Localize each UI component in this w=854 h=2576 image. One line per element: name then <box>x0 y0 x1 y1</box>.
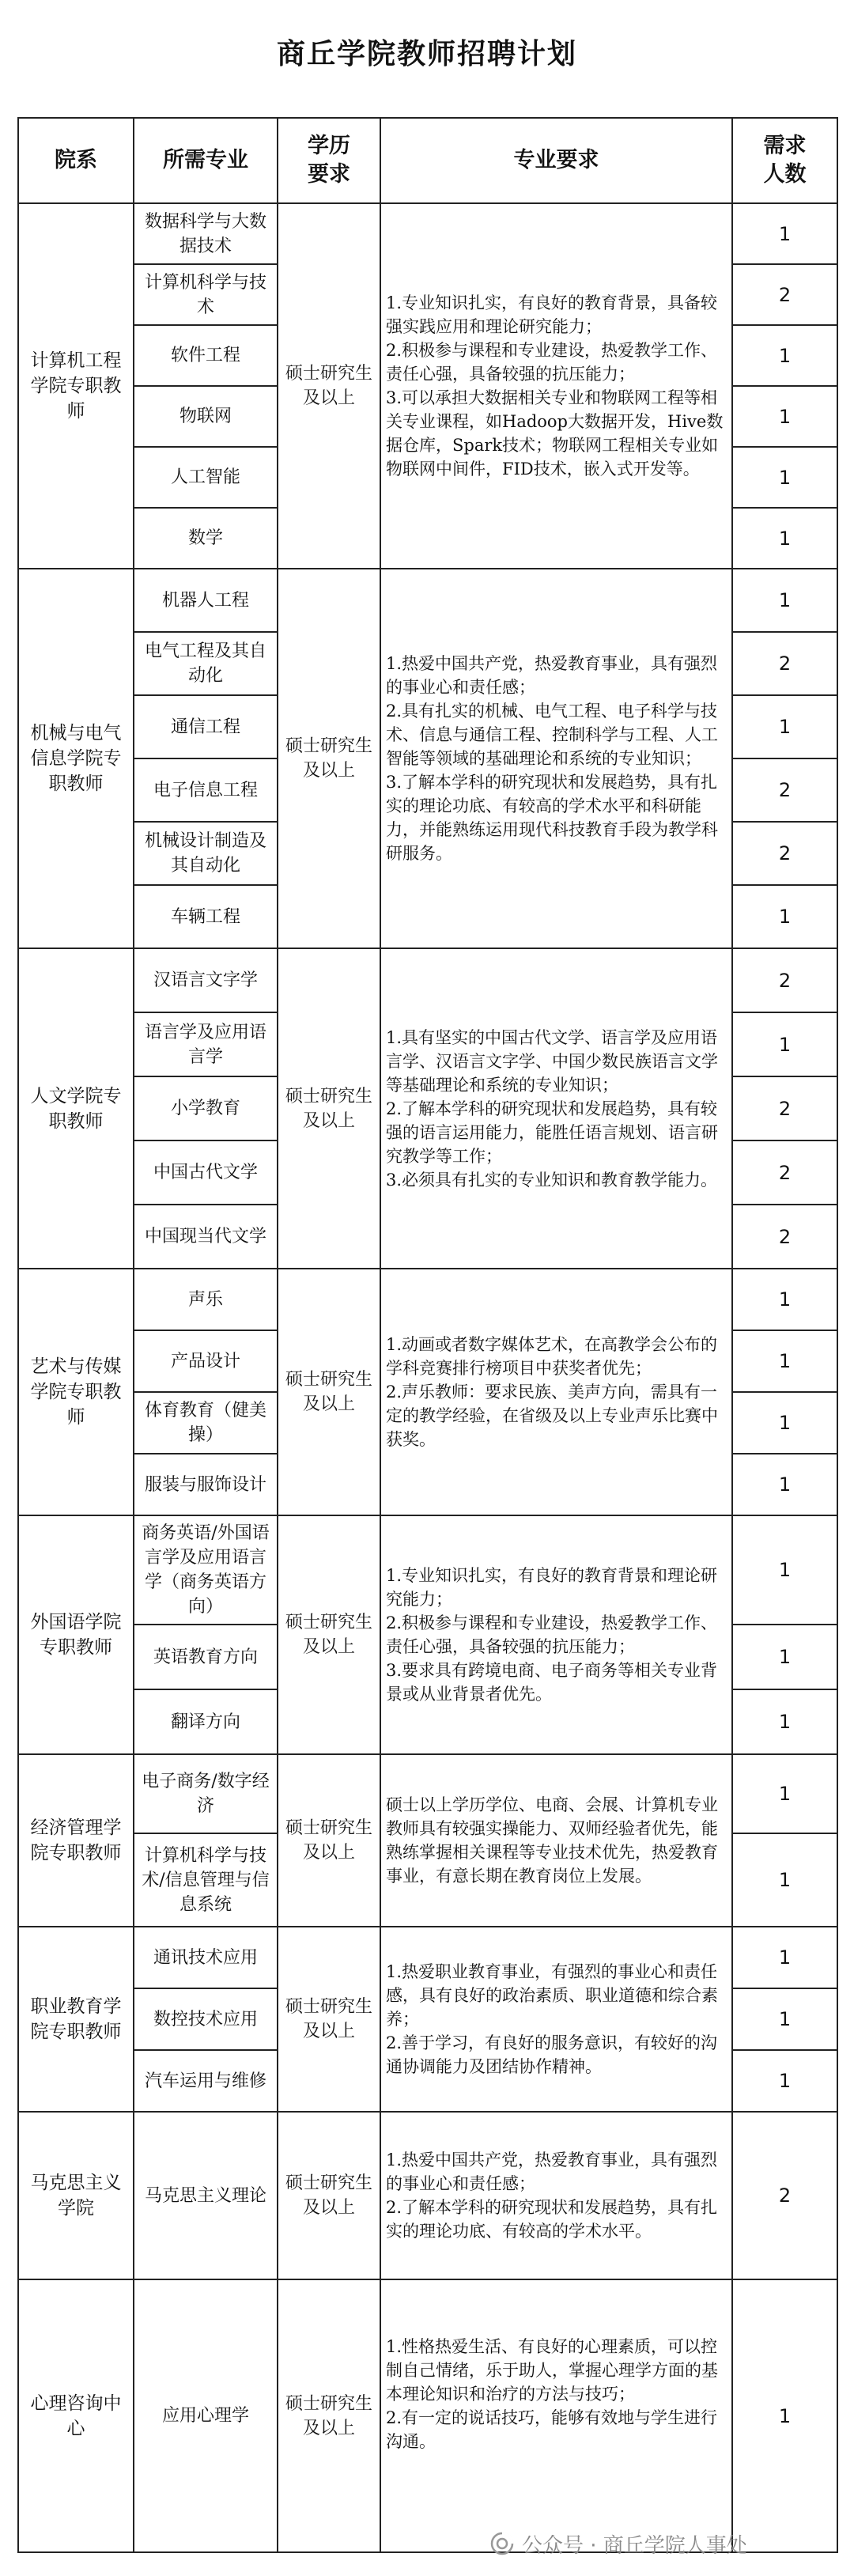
count-cell: 2 <box>732 822 837 885</box>
req-cell: 1.热爱职业教育事业，有强烈的事业心和责任感，具有良好的政治素质、职业道德和综合素养； 2.善于学习，有良好的服务意识，有较好的沟通协调能力及团结协作精神。 <box>380 1927 732 2112</box>
count-cell: 1 <box>732 203 837 264</box>
major-cell: 机器人工程 <box>134 569 278 632</box>
major-cell: 通信工程 <box>134 695 278 758</box>
major-cell: 数控技术应用 <box>134 1988 278 2050</box>
major-cell: 车辆工程 <box>134 885 278 948</box>
major-cell: 马克思主义理论 <box>134 2112 278 2279</box>
major-cell: 电子商务/数字经济 <box>134 1754 278 1833</box>
major-cell: 电气工程及其自动化 <box>134 632 278 695</box>
count-cell: 2 <box>732 948 837 1012</box>
major-cell: 中国现当代文学 <box>134 1205 278 1269</box>
dept-cell: 经济管理学院专职教师 <box>18 1754 134 1927</box>
count-cell: 1 <box>732 885 837 948</box>
table-row <box>18 1754 837 1833</box>
major-cell: 语言学及应用语言学 <box>134 1012 278 1076</box>
header-edu: 学历 要求 <box>278 118 380 203</box>
header-req: 专业要求 <box>380 118 732 203</box>
req-cell: 1.性格热爱生活、有良好的心理素质，可以控制自己情绪，乐于助人，掌握心理学方面的基本理论知识和治疗的方法与技巧； 2.有一定的说话技巧，能够有效地与学生进行沟通。 <box>380 2279 732 2552</box>
edu-cell: 硕士研究生及以上 <box>278 569 380 948</box>
edu-cell: 硕士研究生及以上 <box>278 203 380 569</box>
major-cell: 商务英语/外国语言学及应用语言学（商务英语方向） <box>134 1515 278 1625</box>
major-cell: 英语教育方向 <box>134 1625 278 1689</box>
table-row <box>18 2112 837 2279</box>
table-header-row <box>18 118 837 203</box>
edu-cell: 硕士研究生及以上 <box>278 948 380 1269</box>
count-cell: 1 <box>732 1454 837 1515</box>
header-dept: 院系 <box>18 118 134 203</box>
major-cell: 软件工程 <box>134 325 278 386</box>
major-cell: 体育教育（健美操） <box>134 1392 278 1454</box>
major-cell: 电子信息工程 <box>134 758 278 822</box>
watermark-text: 公众号 · 商丘学院人事处 <box>522 2533 747 2558</box>
dept-cell: 心理咨询中心 <box>18 2279 134 2552</box>
count-cell: 1 <box>732 1330 837 1392</box>
table-row <box>18 1927 837 1988</box>
major-cell: 翻译方向 <box>134 1689 278 1754</box>
major-cell: 声乐 <box>134 1269 278 1330</box>
major-cell: 数据科学与大数据技术 <box>134 203 278 264</box>
major-cell: 服装与服饰设计 <box>134 1454 278 1515</box>
count-cell: 2 <box>732 632 837 695</box>
req-cell: 1.热爱中国共产党，热爱教育事业，具有强烈的事业心和责任感； 2.了解本学科的研究现状和发展趋势，具有扎实的理论功底、有较高的学术水平。 <box>380 2112 732 2279</box>
count-cell: 1 <box>732 447 837 508</box>
count-cell: 1 <box>732 1754 837 1833</box>
req-cell: 1.专业知识扎实，有良好的教育背景和理论研究能力； 2.积极参与课程和专业建设，热爱教学工作、责任心强，具备较强的抗压能力； 3.要求具有跨境电商、电子商务等相关专业背景或从业背景者优先。 <box>380 1515 732 1754</box>
count-cell: 2 <box>732 1140 837 1205</box>
page-title: 商丘学院教师招聘计划 <box>276 38 577 70</box>
edu-cell: 硕士研究生及以上 <box>278 1754 380 1927</box>
edu-cell: 硕士研究生及以上 <box>278 2279 380 2552</box>
count-cell: 1 <box>732 1689 837 1754</box>
major-cell: 计算机科学与技术 <box>134 264 278 325</box>
count-cell: 1 <box>732 1988 837 2050</box>
count-cell: 1 <box>732 2279 837 2552</box>
major-cell: 小学教育 <box>134 1076 278 1140</box>
count-cell: 2 <box>732 1076 837 1140</box>
recruitment-table <box>17 117 838 2553</box>
req-cell: 1.专业知识扎实，有良好的教育背景，具备较强实践应用和理论研究能力； 2.积极参与课程和专业建设，热爱教学工作、责任心强，具备较强的抗压能力； 3.可以承担大数据相关专业和物联网工程等相关专业课程，如Hadoop大数据开发，Hive数据仓库，Spark技术；物联网工程相关专业如物联网中间件，FID技术，嵌入式开发等。 <box>380 203 732 569</box>
table-row <box>18 948 837 1012</box>
dept-cell: 人文学院专职教师 <box>18 948 134 1269</box>
major-cell: 物联网 <box>134 386 278 447</box>
edu-cell: 硕士研究生及以上 <box>278 1515 380 1754</box>
dept-cell: 机械与电气信息学院专职教师 <box>18 569 134 948</box>
dept-cell: 计算机工程学院专职教师 <box>18 203 134 569</box>
major-cell: 计算机科学与技术/信息管理与信息系统 <box>134 1833 278 1927</box>
req-cell: 硕士以上学历学位、电商、会展、计算机专业教师具有较强实操能力、双师经验者优先，能熟练掌握相关课程等专业技术优先，热爱教育事业，有意长期在教育岗位上发展。 <box>380 1754 732 1927</box>
header-count: 需求 人数 <box>732 118 837 203</box>
wechat-official-account-icon <box>490 2532 514 2555</box>
dept-cell: 艺术与传媒学院专职教师 <box>18 1269 134 1515</box>
count-cell: 1 <box>732 1515 837 1625</box>
major-cell: 通讯技术应用 <box>134 1927 278 1988</box>
count-cell: 1 <box>732 569 837 632</box>
req-cell: 1.具有坚实的中国古代文学、语言学及应用语言学、汉语言文字学、中国少数民族语言文学等基础理论和系统的专业知识； 2.了解本学科的研究现状和发展趋势，具有较强的语言运用能力，能胜任语言规划、语言研究教学等工作； 3.必须具有扎实的专业知识和教育教学能力。 <box>380 948 732 1269</box>
major-cell: 机械设计制造及其自动化 <box>134 822 278 885</box>
count-cell: 1 <box>732 1625 837 1689</box>
count-cell: 1 <box>732 386 837 447</box>
header-major: 所需专业 <box>134 118 278 203</box>
major-cell: 人工智能 <box>134 447 278 508</box>
table-row <box>18 1269 837 1330</box>
edu-cell: 硕士研究生及以上 <box>278 1927 380 2112</box>
count-cell: 1 <box>732 695 837 758</box>
table-row <box>18 2279 837 2552</box>
dept-cell: 外国语学院专职教师 <box>18 1515 134 1754</box>
count-cell: 1 <box>732 1927 837 1988</box>
major-cell: 汽车运用与维修 <box>134 2050 278 2112</box>
count-cell: 2 <box>732 2112 837 2279</box>
count-cell: 2 <box>732 264 837 325</box>
major-cell: 数学 <box>134 508 278 569</box>
count-cell: 1 <box>732 2050 837 2112</box>
major-cell: 中国古代文学 <box>134 1140 278 1205</box>
count-cell: 1 <box>732 325 837 386</box>
edu-cell: 硕士研究生及以上 <box>278 1269 380 1515</box>
count-cell: 2 <box>732 1205 837 1269</box>
dept-cell: 马克思主义学院 <box>18 2112 134 2279</box>
count-cell: 1 <box>732 1392 837 1454</box>
table-row <box>18 569 837 632</box>
count-cell: 1 <box>732 1269 837 1330</box>
count-cell: 1 <box>732 508 837 569</box>
count-cell: 1 <box>732 1833 837 1927</box>
table-row <box>18 1515 837 1625</box>
table-row <box>18 203 837 264</box>
watermark <box>490 2528 747 2559</box>
major-cell: 应用心理学 <box>134 2279 278 2552</box>
dept-cell: 职业教育学院专职教师 <box>18 1927 134 2112</box>
count-cell: 2 <box>732 758 837 822</box>
table-body <box>18 203 837 2552</box>
major-cell: 产品设计 <box>134 1330 278 1392</box>
req-cell: 1.动画或者数字媒体艺术，在高教学会公布的学科竞赛排行榜项目中获奖者优先； 2.声乐教师：要求民族、美声方向，需具有一定的教学经验，在省级及以上专业声乐比赛中获奖。 <box>380 1269 732 1515</box>
edu-cell: 硕士研究生及以上 <box>278 2112 380 2279</box>
count-cell: 1 <box>732 1012 837 1076</box>
major-cell: 汉语言文字学 <box>134 948 278 1012</box>
req-cell: 1.热爱中国共产党，热爱教育事业，具有强烈的事业心和责任感； 2.具有扎实的机械、电气工程、电子科学与技术、信息与通信工程、控制科学与工程、人工智能等领域的基础理论和系统的专业知识； 3.了解本学科的研究现状和发展趋势，具有扎实的理论功底、有较高的学术水平和科研能力，并能熟练运用现代科技教育手段为教学科研服务。 <box>380 569 732 948</box>
